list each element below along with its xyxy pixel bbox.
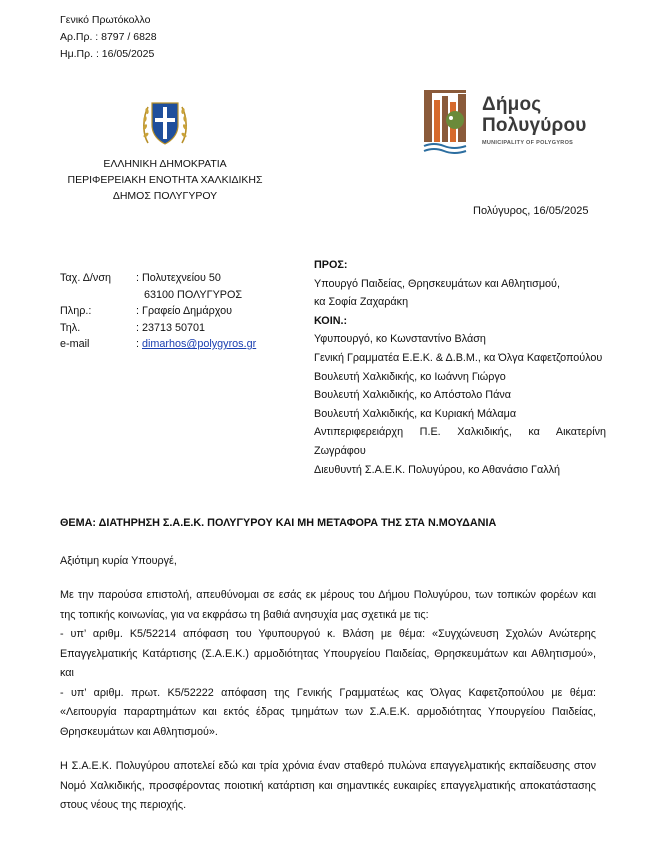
letter-body — [60, 586, 596, 742]
phone-row — [60, 320, 256, 337]
contact-block — [60, 270, 256, 353]
cc-item: Βουλευτή Χαλκιδικής, κα Κυριακή Μάλαμα — [314, 407, 517, 420]
recipients-block — [314, 256, 606, 479]
cc-label: ΚΟΙΝ.: — [314, 314, 348, 327]
cc-item: Γενική Γραμματέα Ε.Ε.Κ. & Δ.Β.Μ., κα Όλγα Καφετζοπούλου — [314, 351, 603, 364]
to-label: ΠΡΟΣ: — [314, 259, 348, 271]
municipality-name: ΔΗΜΟΣ ΠΟΛΥΓΥΡΟΥ — [112, 190, 218, 202]
logo-name-line1: Δήμος — [482, 94, 542, 115]
protocol-title: Γενικό Πρωτόκολλο — [60, 14, 151, 26]
body-list-item: - υπ’ αριθμ. πρωτ. Κ5/52222 απόφαση της Γενικής Γραμματέως κας Όλγας Καφετζοπούλου με θέμα: «Λειτουργία παραρτημάτων και εκτός έδρας τμημάτων των Σ.Α.Ε.Κ. αρμοδιότητας Υπουργείου Παιδείας, Θρησκευμάτων και Αθλητισμού». — [60, 686, 596, 738]
body-list-item: - υπ’ αριθμ. Κ5/52214 απόφαση του Υφυπουργού κ. Βλάση με θέμα: «Συγχώνευση Σχολών Ανώτερης Επαγγελματικής Κατάρτισης (Σ.Α.Ε.Κ.) αρμοδιότητας Υπουργείου Παιδείας, Θρησκευμάτων και Αθλητισμού», και — [60, 628, 596, 679]
email-link[interactable]: dimarhos@polygyros.gr — [142, 338, 257, 350]
cc-item: Υφυπουργό, κο Κωνσταντίνο Βλάση — [314, 333, 486, 346]
phone-label: Τηλ. — [60, 321, 81, 334]
address-label: Ταχ. Δ/νση — [60, 272, 111, 284]
country-name: ΕΛΛΗΝΙΚΗ ΔΗΜΟΚΡΑΤΙΑ — [103, 158, 227, 170]
body-paragraph-2: Η Σ.Α.Ε.Κ. Πολυγύρου αποτελεί εδώ και τρία χρόνια έναν σταθερό πυλώνα επαγγελματικής εκπαίδευσης στον Νομό Χαλκιδικής, προσφέροντας ποιοτική κατάρτιση και σημαντικές ευκαιρίες επαγγελματικής αποκατάστασης στους νέους της περιοχής. — [60, 760, 596, 811]
letter-date: Πολύγυρος, 16/05/2025 — [473, 205, 589, 217]
to-line-2: κα Σοφία Ζαχαράκη — [314, 296, 409, 309]
government-header — [40, 156, 290, 204]
protocol-date: Ημ.Πρ. : 16/05/2025 — [60, 48, 155, 60]
letter-greeting: Αξιότιμη κυρία Υπουργέ, — [60, 555, 177, 567]
postal-code-city: 63100 ΠΟΛΥΓΥΡΟΣ — [144, 288, 243, 301]
info-value: : Γραφείο Δημάρχου — [136, 305, 233, 317]
address-row — [60, 270, 256, 287]
cc-item: Βουλευτή Χαλκιδικής, κο Απόστολο Πάνα — [314, 389, 511, 402]
cc-item: Βουλευτή Χαλκιδικής, κο Ιωάννη Γιώργο — [314, 370, 506, 383]
info-row — [60, 303, 256, 320]
address-row-2 — [60, 287, 256, 304]
logo-subtitle: MUNICIPALITY OF POLYGYROS — [482, 140, 574, 146]
letter-subject: ΘΕΜΑ: ΔΙΑΤΗΡΗΣΗ Σ.Α.Ε.Κ. ΠΟΛΥΓΥΡΟΥ ΚΑΙ ΜΗ ΜΕΤΑΦΟΡΑ ΤΗΣ ΣΤΑ Ν.ΜΟΥΔΑΝΙΑ — [60, 517, 497, 529]
phone-value: : 23713 50701 — [136, 321, 206, 334]
body-paragraph: Με την παρούσα επιστολή, απευθύνομαι σε εσάς εκ μέρους του Δήμου Πολυγύρου, των τοπικών φορέων και της τοπικής κοινωνίας, για να εκφράσω τη βαθιά ανησυχία μας σχετικά με τις: — [60, 589, 596, 621]
info-label: Πληρ.: — [60, 305, 92, 317]
email-prefix: : — [136, 338, 142, 350]
protocol-block — [60, 12, 157, 63]
region-name: ΠΕΡΙΦΕΡΕΙΑΚΗ ΕΝΟΤΗΤΑ ΧΑΛΚΙΔΙΚΗΣ — [67, 174, 263, 186]
email-label: e-mail — [60, 338, 90, 350]
logo-name-line2: Πολυγύρου — [482, 115, 587, 136]
greek-coat-of-arms-icon — [140, 95, 190, 150]
protocol-number: Αρ.Πρ. : 8797 / 6828 — [60, 31, 157, 43]
email-row — [60, 336, 256, 353]
cc-item: Αντιπεριφερειάρχη Π.Ε. Χαλκιδικής, κα Αικατερίνη Ζωγράφου — [314, 426, 606, 457]
to-line-1: Υπουργό Παιδείας, Θρησκευμάτων και Αθλητισμού, — [314, 277, 560, 290]
cc-item: Διευθυντή Σ.Α.Ε.Κ. Πολυγύρου, κο Αθανάσιο Γαλλή — [314, 463, 560, 476]
address-value: : Πολυτεχνείου 50 — [136, 272, 221, 284]
